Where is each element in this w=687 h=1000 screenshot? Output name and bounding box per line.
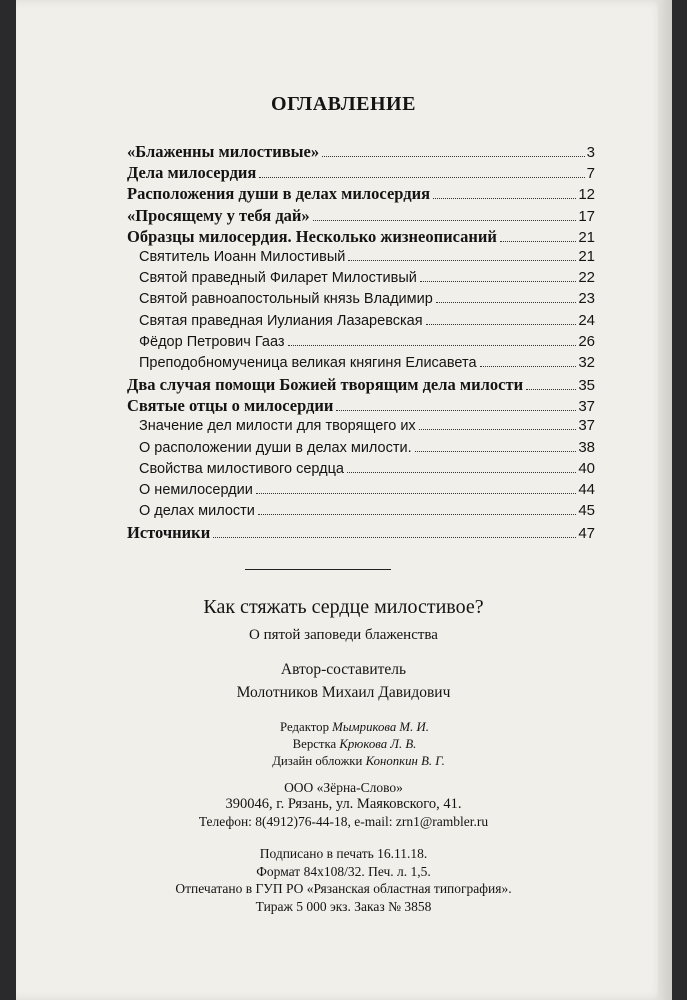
dot-leader <box>288 345 577 346</box>
toc-subentry <box>127 269 595 290</box>
compiler-name: Молотников Михаил Давидович <box>236 684 451 701</box>
editor-label: Редактор <box>280 720 329 734</box>
dot-leader <box>322 156 585 157</box>
toc-entry <box>127 396 595 417</box>
toc-entry <box>127 142 595 163</box>
toc-page-number: 21 <box>578 247 595 265</box>
cover-name: Конопкин В. Г. <box>365 754 445 768</box>
toc-subentry <box>127 481 595 502</box>
toc-entry-title: Свойства милостивого сердца <box>139 460 344 477</box>
publisher-info <box>0 779 687 830</box>
toc-page-number: 23 <box>578 290 595 308</box>
toc-subentry <box>127 312 595 333</box>
toc-page-number: 37 <box>578 398 595 416</box>
toc-entry-title: Святые отцы о милосердии <box>127 396 334 416</box>
dot-leader <box>480 366 577 367</box>
toc-subentry <box>127 248 595 269</box>
toc-entry-title: Значение дел милости для творящего их <box>139 418 416 435</box>
toc-entry-title: Расположения души в делах милосердия <box>127 184 431 204</box>
toc-page-number: 37 <box>578 417 595 435</box>
toc-entry-title: Святая праведная Иулиания Лазаревская <box>139 312 423 329</box>
toc-page-number: 22 <box>578 269 595 287</box>
dot-leader <box>256 493 576 494</box>
dot-leader <box>336 410 576 411</box>
toc-entry-title: О расположении души в делах милости. <box>139 439 412 456</box>
dot-leader <box>213 537 576 538</box>
toc-entry-title: О делах милости <box>139 503 255 520</box>
layout-label: Верстка <box>292 737 337 751</box>
toc-subentry <box>127 354 595 375</box>
publisher-address: 390046, г. Рязань, ул. Маяковского, 41. <box>225 796 462 812</box>
toc-entry-title: Святитель Иоанн Милостивый <box>139 248 346 265</box>
layout-name: Крюкова Л. В. <box>339 737 417 751</box>
cover-credit <box>0 753 687 770</box>
credits <box>0 719 687 770</box>
toc-entry-title: «Просящему у тебя дай» <box>127 205 310 225</box>
toc-subentry <box>127 460 595 481</box>
toc-subentry <box>127 333 595 354</box>
toc-page-number: 40 <box>578 459 595 477</box>
toc-title: ОГЛАВЛЕНИЕ <box>271 93 416 115</box>
editor-name: Мымрикова М. И. <box>332 720 429 734</box>
dot-leader <box>420 281 576 282</box>
toc-entry-title: Источники <box>127 523 211 543</box>
dot-leader <box>258 514 576 515</box>
toc-entry-title: Дела милосердия <box>127 163 257 183</box>
dot-leader <box>526 389 576 390</box>
toc-entry-title: Образцы милосердия. Несколько жизнеописаний <box>127 226 497 246</box>
toc-entry-title: Преподобномученица великая княгиня Елисавета <box>139 354 477 371</box>
layout-credit <box>0 736 687 753</box>
toc-page-number: 32 <box>578 353 595 371</box>
dot-leader <box>347 472 576 473</box>
toc-page-number: 44 <box>578 481 595 498</box>
toc-page-number: 21 <box>578 228 595 246</box>
toc-entry-title: Фёдор Петрович Гааз <box>139 333 285 350</box>
book-subtitle: О пятой заповеди блаженства <box>249 627 438 643</box>
imprint-run: Тираж 5 000 экз. Заказ № 3858 <box>255 898 432 914</box>
toc-entry-title: «Блаженны милостивые» <box>127 142 320 161</box>
imprint-signed: Подписано в печать 16.11.18. <box>259 846 428 861</box>
toc-entry-title: Святой равноапостольный князь Владимир <box>139 291 433 308</box>
dot-leader <box>433 198 576 199</box>
publisher-name: ООО «Зёрна-Слово» <box>284 780 403 795</box>
toc-entry <box>127 227 595 248</box>
dot-leader <box>436 302 577 303</box>
dot-leader <box>419 429 577 430</box>
toc-entry <box>127 375 595 396</box>
dot-leader <box>313 220 577 221</box>
toc-page-number: 7 <box>586 165 595 183</box>
toc-entry <box>127 206 595 227</box>
imprint <box>0 845 687 915</box>
dot-leader <box>426 324 577 325</box>
compiler-role: Автор-составитель <box>280 661 407 678</box>
toc-subentry <box>127 417 595 438</box>
toc-page-number: 12 <box>578 186 595 204</box>
table-of-contents <box>127 142 595 545</box>
imprint-format: Формат 84x108/32. Печ. л. 1,5. <box>256 863 431 879</box>
cover-label: Дизайн обложки <box>272 754 363 768</box>
toc-subentry <box>127 502 595 523</box>
toc-entry <box>127 184 595 205</box>
toc-page-number: 35 <box>578 377 595 395</box>
editor-credit <box>0 719 687 736</box>
toc-page-number: 45 <box>578 502 595 520</box>
dot-leader <box>259 177 584 178</box>
toc-entry-title: Святой праведный Филарет Милостивый <box>139 270 417 287</box>
publisher-contacts: Телефон: 8(4912)76-44-18, e-mail: zrn1@rambler.ru <box>198 814 489 829</box>
toc-page-number: 47 <box>578 525 595 543</box>
dot-leader <box>415 451 577 452</box>
toc-page-number: 26 <box>578 332 595 350</box>
divider-rule <box>245 569 391 570</box>
toc-entry-title: О немилосердии <box>139 482 253 498</box>
toc-entry-title: Два случая помощи Божией творящим дела милости <box>127 375 524 395</box>
book-title: Как стяжать сердце милостивое? <box>203 596 484 618</box>
dot-leader <box>500 241 576 242</box>
toc-subentry <box>127 439 595 460</box>
dot-leader <box>348 260 576 261</box>
toc-page-number: 38 <box>578 438 595 456</box>
imprint-printed: Отпечатано в ГУП РО «Рязанская областная типография». <box>175 881 512 896</box>
toc-subentry <box>127 290 595 311</box>
toc-entry <box>127 163 595 184</box>
toc-entry <box>127 523 595 544</box>
toc-page-number: 24 <box>578 311 595 329</box>
toc-page-number: 3 <box>586 144 595 161</box>
toc-page-number: 17 <box>578 207 595 225</box>
